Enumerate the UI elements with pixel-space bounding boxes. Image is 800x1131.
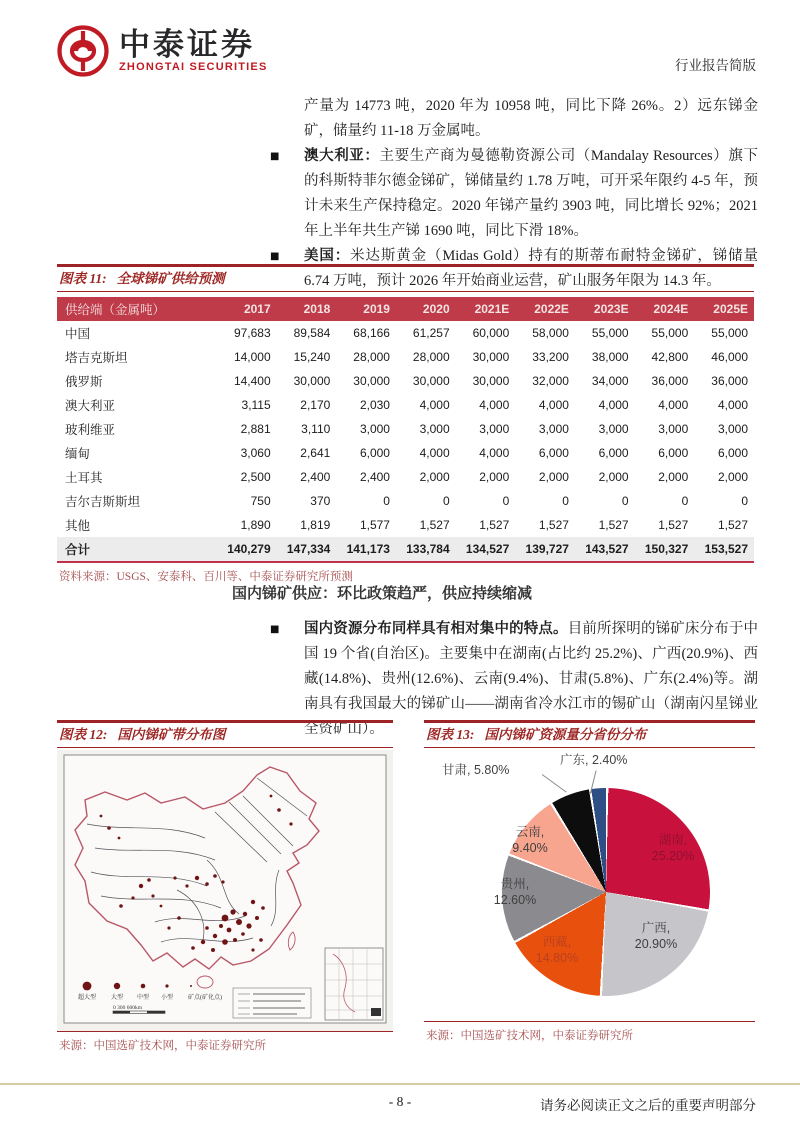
table-cell: 3,110	[301, 422, 331, 436]
table-cell: 33,200	[532, 350, 569, 364]
table-cell: 55,000	[711, 326, 748, 340]
table-cell: 141,173	[346, 542, 390, 556]
figure-name: 国内锑矿资源量分省份分布	[484, 727, 647, 742]
table-cell: 14,000	[233, 350, 271, 364]
table-cell: 2,400	[300, 470, 331, 484]
table-cell: 140,279	[227, 542, 271, 556]
table-cell: 68,166	[353, 326, 390, 340]
map-scale-text: 0 300 600km	[113, 1005, 143, 1011]
table-cell: 2,030	[359, 398, 390, 412]
table-cell: 1,527	[419, 518, 450, 532]
table-row	[57, 465, 754, 489]
table-row	[57, 537, 754, 561]
page-number: - 8 -	[388, 1094, 412, 1109]
table-cell: 139,727	[525, 542, 569, 556]
table-cell: 3,000	[717, 422, 748, 436]
figure-11-title	[57, 264, 754, 292]
bullet-label: 美国：	[304, 248, 351, 264]
footer-divider	[0, 1083, 800, 1085]
supply-table-head	[57, 297, 754, 321]
row-label: 玻利维亚	[65, 423, 116, 437]
table-column-header: 2021E	[456, 297, 516, 321]
table-cell: 0	[383, 494, 390, 508]
table-cell: 0	[442, 494, 450, 508]
table-column-header: 2024E	[635, 297, 695, 321]
table-cell: 2,000	[538, 470, 569, 484]
table-cell: 0	[562, 494, 569, 508]
china-map-illustration	[57, 750, 393, 1031]
figure-11-source: 资料来源：USGS、安泰科、百川等、中泰证券研究所预测	[57, 561, 754, 584]
table-row	[57, 513, 754, 537]
pie-label-xizang: 西藏, 14.80%	[535, 935, 579, 965]
legend-item-label: 矿点(矿化点)	[188, 995, 222, 1001]
table-cell: 42,800	[651, 350, 689, 364]
table-cell: 46,000	[711, 350, 748, 364]
table-cell: 3,000	[538, 422, 569, 436]
table-cell: 30,000	[412, 374, 450, 388]
table-cell: 4,000	[598, 398, 629, 412]
table-cell: 3,000	[598, 422, 629, 436]
table-cell: 28,000	[353, 350, 390, 364]
table-cell: 4,000	[717, 398, 748, 412]
table-cell: 2,881	[240, 422, 271, 436]
table-cell: 3,000	[419, 422, 450, 436]
table-row	[57, 489, 754, 513]
table-cell: 15,240	[293, 350, 331, 364]
table-cell: 0	[681, 494, 689, 508]
table-column-header: 2019	[336, 297, 396, 321]
table-row	[57, 321, 754, 345]
table-cell: 370	[310, 494, 331, 508]
bullet-text: 目前所探明的锑矿床分布于中国 19 个省(自治区)。主要集中在湖南(占比约 25.2%)、广西(20.9%)、西藏(14.8%)、贵州(12.6%)、云南(9.4%)、甘肃(5.8%)、广东(2.4%)等。湖南具有我国最大的锑矿山——湖南省冷水江市的锡矿山（湖南闪星锑业全资矿山）。	[304, 621, 759, 737]
bullet-square-icon: ■	[270, 251, 280, 262]
bullet-text: 米达斯黄金（Midas Gold）持有的斯蒂布耐特金锑矿，锑储量 6.74 万吨，预计 2026 年开始商业运营，矿山服务年限为 14.3 年。	[304, 248, 759, 289]
table-cell: 60,000	[472, 326, 510, 340]
table-cell: 134,527	[465, 542, 510, 556]
table-cell: 3,000	[479, 422, 510, 436]
table-column-header: 2018	[277, 297, 337, 321]
section-heading: 国内锑矿供应：环比政策趋严，供应持续缩减	[232, 586, 533, 602]
table-cell: 3,000	[658, 422, 689, 436]
table-cell: 153,527	[704, 542, 748, 556]
bullet-text: 主要生产商为曼德勒资源公司（Mandalay Resources）旗下的科斯特菲尔德金锑矿，锑储量约 1.78 万吨，可开采年限约 4-5 年，预计未来生产保持稳定。2020 年锑产量约 3903 吨，同比增长 92%；2021 年上半年共生产锑 1690 吨，同比下滑 18%。	[304, 148, 758, 239]
table-cell: 89,584	[293, 326, 331, 340]
table-cell: 30,000	[353, 374, 390, 388]
table-row	[57, 441, 754, 465]
table-cell: 133,784	[406, 542, 450, 556]
table-cell: 1,527	[658, 518, 689, 532]
table-cell: 3,060	[240, 446, 271, 460]
row-label: 澳大利亚	[65, 399, 116, 413]
table-cell: 14,400	[233, 374, 271, 388]
table-header-row	[57, 297, 754, 321]
row-label: 俄罗斯	[65, 375, 103, 389]
figure-12-title	[57, 720, 393, 748]
table-row	[57, 369, 754, 393]
report-type-label: 行业报告简版	[675, 58, 756, 73]
table-cell: 30,000	[293, 374, 331, 388]
figure-13-title	[424, 720, 755, 748]
pie-chart-area	[424, 748, 755, 1021]
row-label: 中国	[65, 327, 91, 341]
zhongtai-logo	[56, 24, 268, 78]
table-cell: 30,000	[472, 374, 510, 388]
bullet-square-icon: ■	[270, 151, 280, 162]
bullet-bold-lead: 国内资源分布同样具有相对集中的特点。	[304, 621, 568, 637]
figure-13-source: 来源：中国选矿技术网，中泰证券研究所	[424, 1021, 755, 1043]
zhongtai-emblem-icon	[56, 24, 110, 78]
table-cell: 1,527	[717, 518, 748, 532]
pie-label-guangxi: 广西, 20.90%	[634, 921, 678, 951]
table-column-header: 2022E	[515, 297, 575, 321]
figure-label: 图表 13:	[426, 727, 475, 742]
table-column-header: 供给端（金属吨）	[57, 297, 217, 321]
row-label: 其他	[65, 519, 91, 533]
figure-11-supply-table	[57, 264, 754, 584]
table-cell: 97,683	[233, 326, 271, 340]
brand-name-en: ZHONGTAI SECURITIES	[119, 61, 268, 74]
table-cell: 2,500	[240, 470, 271, 484]
table-cell: 750	[250, 494, 271, 508]
table-cell: 61,257	[412, 326, 450, 340]
row-label: 吉尔吉斯斯坦	[65, 495, 141, 509]
brand-text	[119, 26, 268, 74]
table-column-header: 2025E	[694, 297, 754, 321]
figure-label: 图表 11:	[59, 271, 107, 286]
table-cell: 2,641	[300, 446, 331, 460]
table-cell: 6,000	[717, 446, 748, 460]
table-cell: 143,527	[585, 542, 629, 556]
table-cell: 6,000	[658, 446, 689, 460]
table-cell: 38,000	[591, 350, 629, 364]
table-cell: 1,527	[598, 518, 629, 532]
table-column-header: 2017	[217, 297, 277, 321]
supply-table	[57, 297, 754, 561]
table-cell: 32,000	[532, 374, 569, 388]
figure-12-map	[57, 720, 393, 1053]
figure-name: 全球锑矿供给预测	[116, 271, 225, 286]
table-cell: 2,000	[598, 470, 629, 484]
table-cell: 6,000	[538, 446, 569, 460]
table-cell: 4,000	[479, 398, 510, 412]
table-cell: 2,000	[419, 470, 450, 484]
table-cell: 4,000	[538, 398, 569, 412]
figure-12-source: 来源：中国选矿技术网，中泰证券研究所	[57, 1031, 393, 1053]
table-cell: 55,000	[591, 326, 629, 340]
south-china-sea-inset	[325, 948, 383, 1020]
table-cell: 4,000	[419, 398, 450, 412]
row-label: 合计	[65, 543, 91, 557]
map-inner-legend	[233, 988, 311, 1018]
table-cell: 36,000	[711, 374, 748, 388]
table-cell: 6,000	[598, 446, 629, 460]
figure-name: 国内锑矿带分布图	[117, 727, 226, 742]
table-row	[57, 393, 754, 417]
bullet-australia	[270, 144, 758, 244]
pie-label-yunnan: 云南, 9.40%	[512, 825, 548, 855]
pie-label-gansu: 甘肃, 5.80%	[442, 763, 510, 777]
table-cell: 1,577	[359, 518, 390, 532]
supply-table-body	[57, 321, 754, 561]
footer-disclaimer: 请务必阅读正文之后的重要声明部分	[540, 1098, 756, 1113]
table-cell: 34,000	[591, 374, 629, 388]
legend-item-label: 小型	[160, 995, 174, 1001]
table-cell: 28,000	[412, 350, 450, 364]
table-cell: 6,000	[359, 446, 390, 460]
continued-paragraph: 产量为 14773 吨，2020 年为 10958 吨，同比下降 26%。2）远东锑金矿，储量约 11-18 万金属吨。	[304, 98, 758, 139]
table-cell: 2,170	[300, 398, 331, 412]
table-column-header: 2023E	[575, 297, 635, 321]
table-cell: 1,819	[300, 518, 331, 532]
table-cell: 2,000	[717, 470, 748, 484]
table-cell: 30,000	[472, 350, 510, 364]
legend-item-label: 大型	[110, 995, 124, 1001]
table-cell: 0	[741, 494, 748, 508]
china-antimony-map	[57, 750, 393, 1031]
figure-13-pie	[424, 720, 755, 1043]
pie-label-guangdong: 广东, 2.40%	[560, 753, 628, 767]
pie-label-guizhou: 贵州, 12.60%	[493, 877, 537, 907]
table-cell: 58,000	[532, 326, 569, 340]
table-cell: 2,000	[658, 470, 689, 484]
table-cell: 1,890	[240, 518, 271, 532]
table-cell: 0	[502, 494, 510, 508]
table-cell: 36,000	[651, 374, 689, 388]
table-cell: 147,334	[286, 542, 331, 556]
table-cell: 3,115	[241, 398, 271, 412]
brand-name-cn: 中泰证券	[119, 26, 255, 62]
table-cell: 4,000	[479, 446, 510, 460]
table-cell: 55,000	[651, 326, 689, 340]
page-header	[56, 22, 756, 84]
legend-item-label: 中型	[136, 995, 150, 1001]
table-cell: 2,400	[359, 470, 390, 484]
row-label: 塔吉克斯坦	[65, 351, 128, 365]
pie-label-hunan: 湖南, 25.20%	[651, 833, 695, 863]
table-cell: 1,527	[538, 518, 569, 532]
leader-line-gansu	[542, 774, 567, 793]
table-cell: 1,527	[479, 518, 510, 532]
table-row	[57, 345, 754, 369]
figure-label: 图表 12:	[59, 727, 108, 742]
table-cell: 4,000	[419, 446, 450, 460]
table-cell: 0	[621, 494, 629, 508]
table-row	[57, 417, 754, 441]
legend-item-label: 超大型	[77, 995, 97, 1001]
row-label: 土耳其	[65, 471, 103, 485]
bullet-label: 澳大利亚：	[304, 148, 380, 164]
table-column-header: 2020	[396, 297, 456, 321]
row-label: 缅甸	[65, 447, 91, 461]
table-cell: 2,000	[479, 470, 510, 484]
bullet-square-icon: ■	[270, 624, 280, 635]
table-cell: 4,000	[658, 398, 689, 412]
table-cell: 150,327	[644, 542, 689, 556]
table-cell: 3,000	[359, 422, 390, 436]
